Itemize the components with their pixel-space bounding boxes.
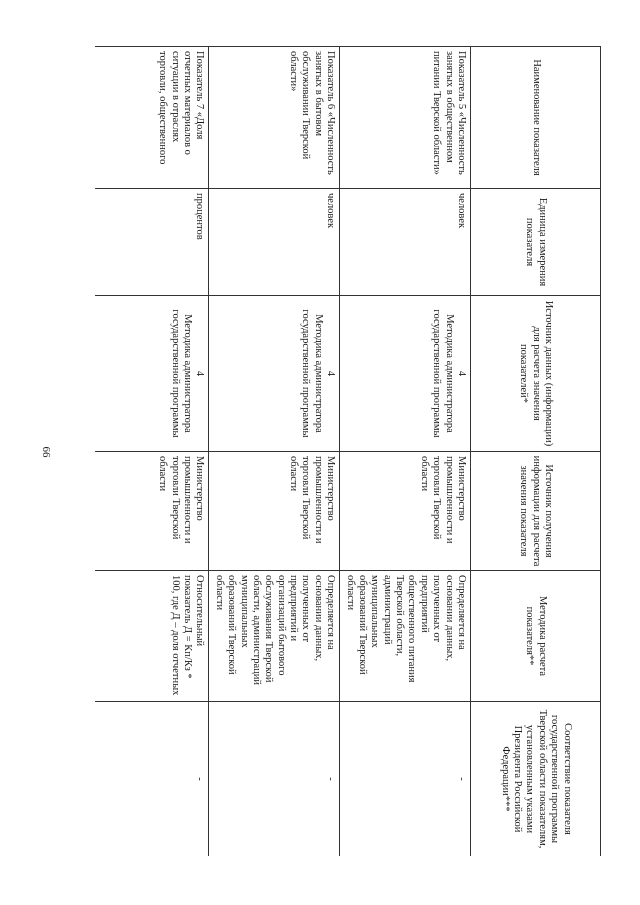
data-source-number: 4 [456,370,467,377]
data-source-text: Методика администратора государственной программы [169,309,194,438]
indicator-unit: человек [340,189,471,296]
indicator-data-source [209,296,340,452]
data-source-number: 4 [194,370,206,377]
indicator-data-source [95,296,209,452]
indicator-compliance: - [209,702,340,857]
header-method: Методика расчета показателя** [471,571,601,702]
indicator-unit: человек [209,189,340,296]
header-compliance: Соответствие показателя государственной программы Тверской области показателям, установленным указами Президента Российской Федерации*** [471,702,601,857]
indicator-name: Показатель 7 «Доля отчетных материалов о ситуации в отраслях торговли, общественного [95,47,209,189]
table-row [340,47,471,857]
indicator-compliance: - [95,702,209,857]
indicator-data-source [340,296,471,452]
table-row [209,47,340,857]
indicator-method: Определяется на основании данных, полученных от предприятий и организаций бытового обслуживания Тверской области, администраций муниципальных образований Тверской области [209,571,340,702]
indicator-method: Относительный показатель Д = Кп/Кз * 100, где Д – доля отчетных [95,571,209,702]
data-source-number: 4 [325,370,337,377]
data-source-text: Методика администратора государственной программы [300,309,324,438]
page-number: 66 [40,446,52,458]
indicator-info-source: Министерство промышленности и торговли Тверской области [340,452,471,571]
indicators-table [95,46,601,856]
indicator-method: Определяется на основании данных, полученных от предприятий общественного питания Тверской области, администраций муниципальных образований Тверской области [340,571,471,702]
indicator-info-source: Министерство промышленности и торговли Тверской области [209,452,340,571]
indicator-name: Показатель 5 «Численность занятых в общественном питании Тверской области» [340,47,471,189]
header-name: Наименование показателя [471,47,601,189]
header-info-source: Источник получения информации для расчета значения показателя [471,452,601,571]
data-source-text: Методика администратора государственной программы [431,309,455,438]
indicator-unit: процентов [95,189,209,296]
rotated-table-wrapper [95,46,601,856]
indicator-name: Показатель 6 «Численность занятых в бытовом обслуживании Тверской области» [209,47,340,189]
indicator-compliance: - [340,702,471,857]
indicator-info-source: Министерство промышленности и торговли Тверской области [95,452,209,571]
header-unit: Единица измерения показателя [471,189,601,296]
table-row [95,47,209,857]
header-data-source: Источник данных (информации) для расчета значения показателей* [471,296,601,452]
table-header-row [471,47,601,857]
